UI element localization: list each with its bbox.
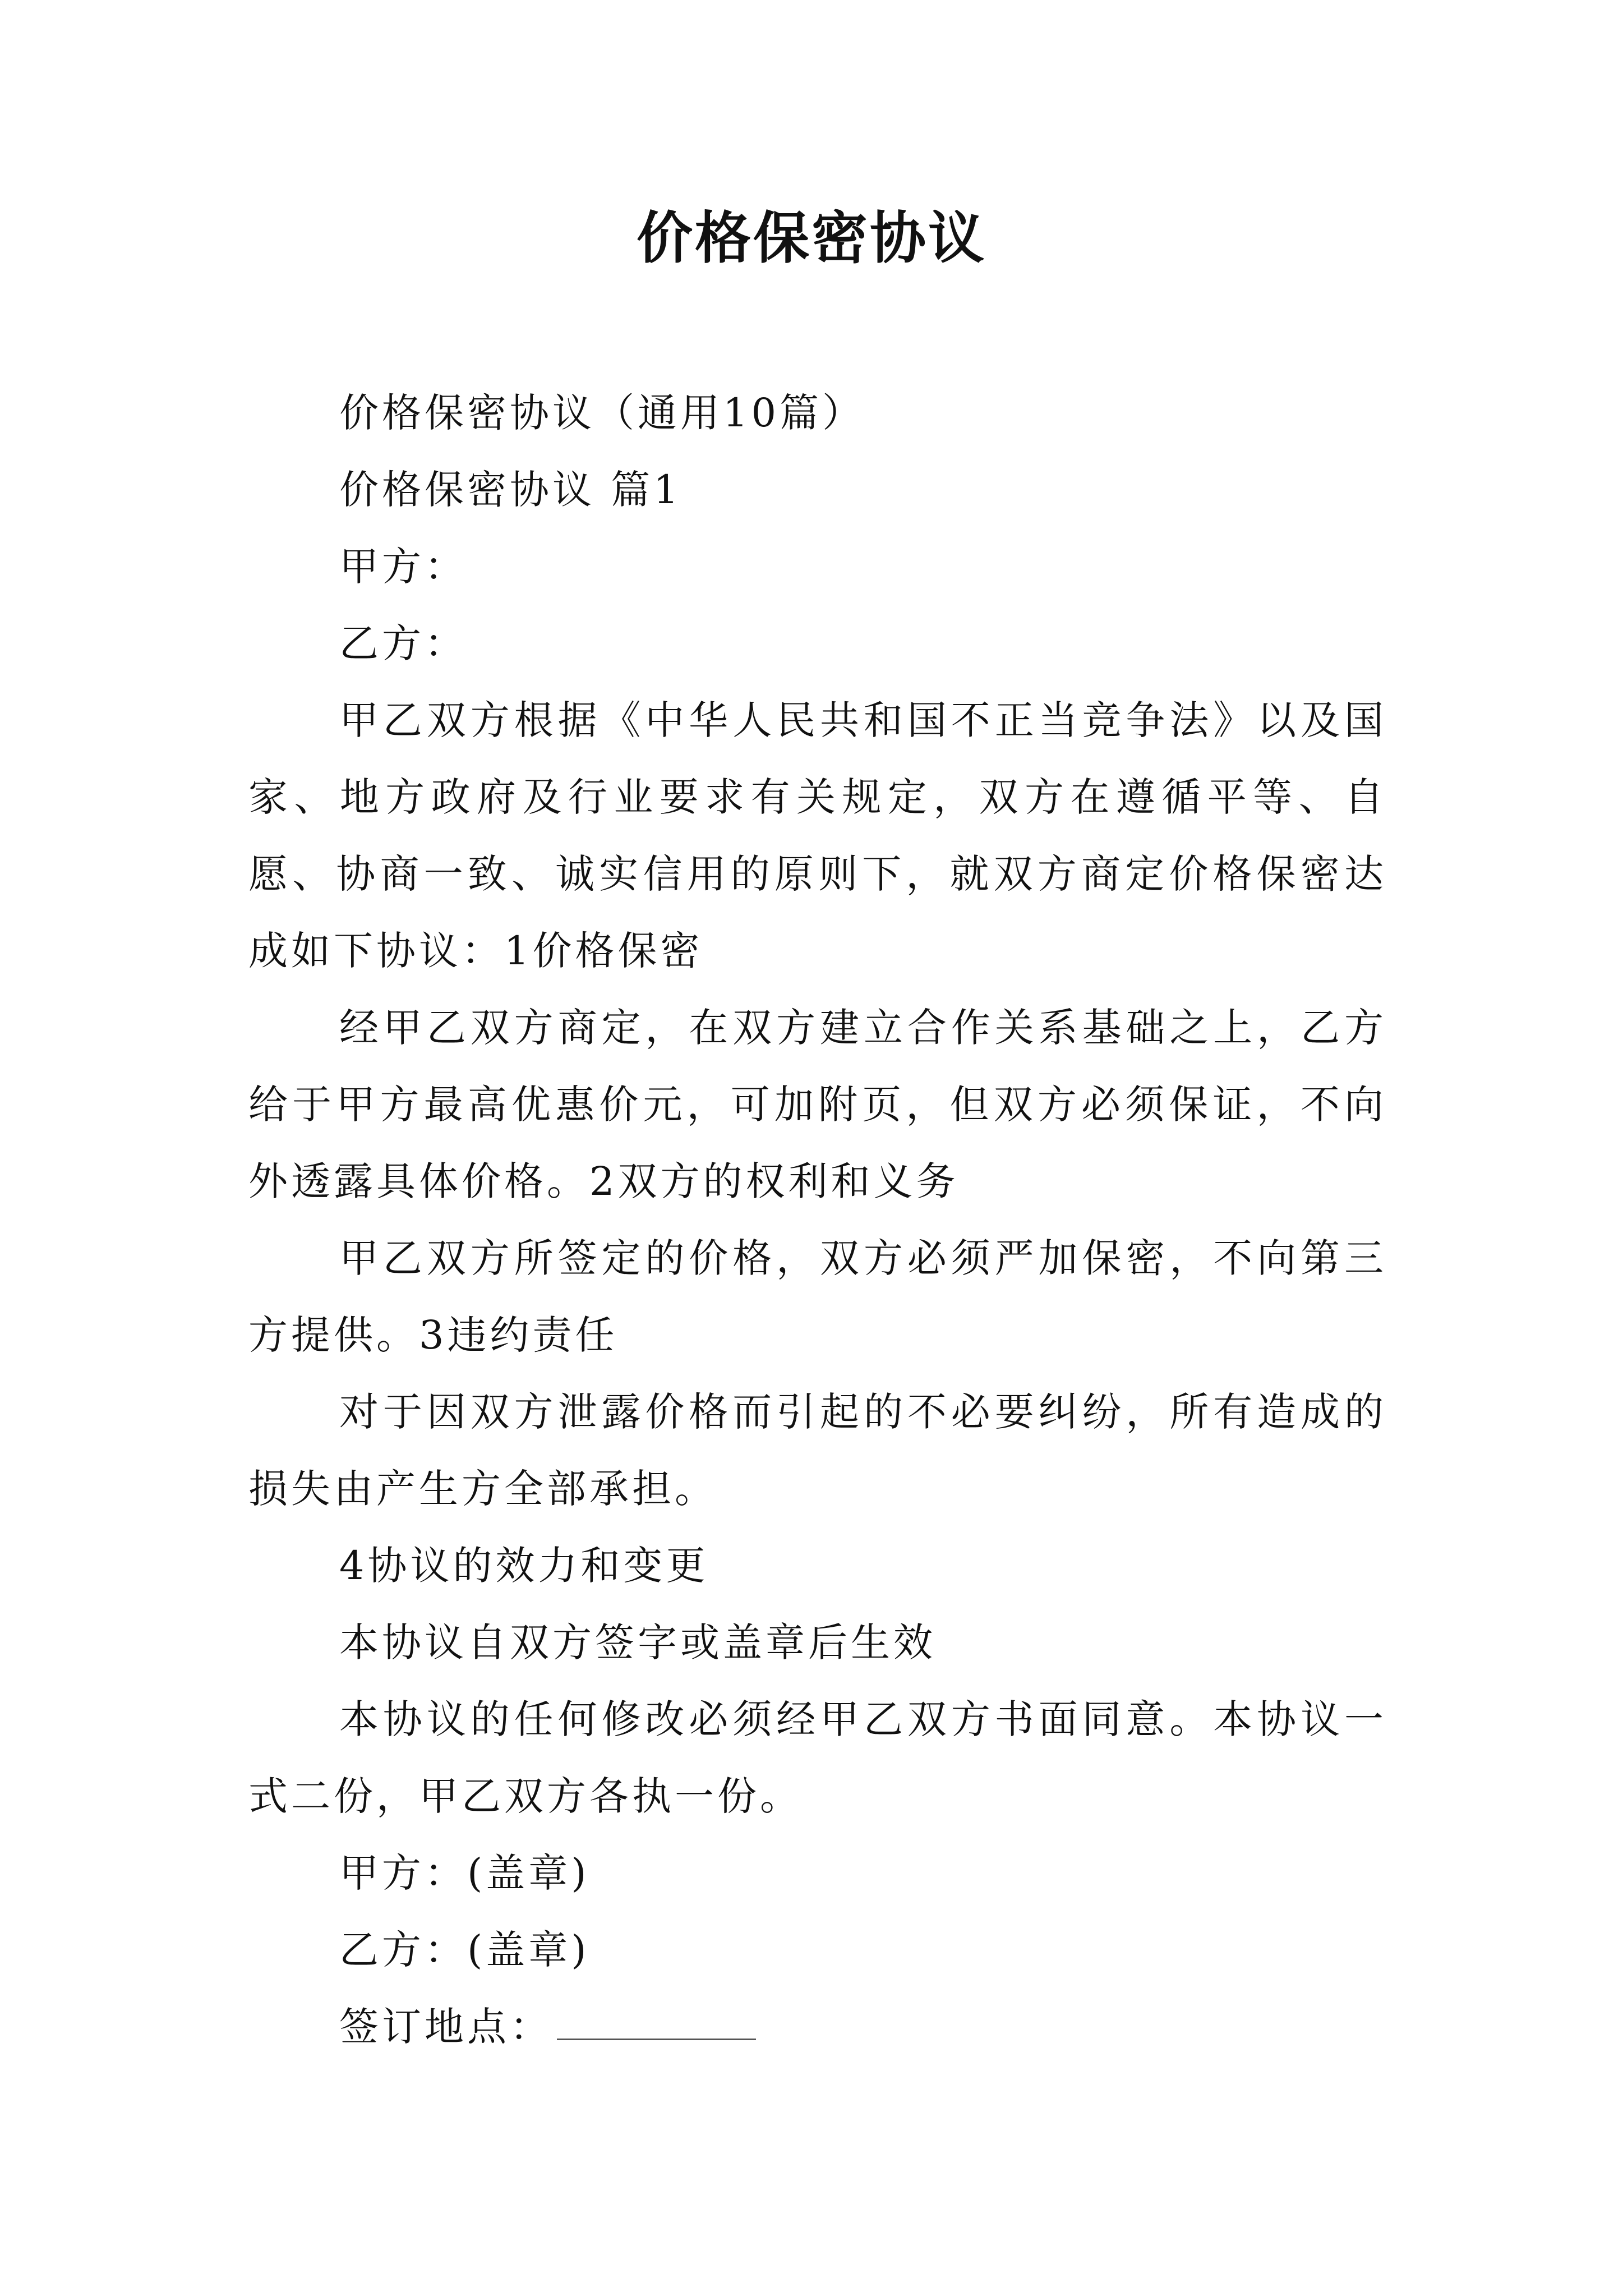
paragraph-amendment: 本协议的任何修改必须经甲乙双方书面同意。本协议一式二份，甲乙双方各执一份。 [248,1696,1387,1819]
sign-place-blank-line[interactable] [557,2005,756,2040]
paragraph-rights-obligations: 甲乙双方所签定的价格，双方必须严加保密，不向第三方提供。3违约责任 [248,1235,1387,1358]
paragraph-series-title: 价格保密协议（通用10篇） [339,390,865,436]
party-b-label: 乙方： [339,620,467,666]
document-body [248,375,1387,2065]
paragraph-validity-heading: 4协议的效力和变更 [339,1543,709,1589]
sign-place-label: 签订地点： [339,2004,552,2050]
document-title: 价格保密协议 [637,205,986,271]
paragraph-price-confidentiality: 经甲乙双方商定，在双方建立合作关系基础之上，乙方给于甲方最高优惠价元，可加附页，但双方必须保证，不向外透露具体价格。2双方的权利和义务 [248,1005,1387,1204]
party-b-seal: 乙方：(盖章) [339,1927,590,1973]
paragraph-preamble: 甲乙双方根据《中华人民共和国不正当竞争法》以及国家、地方政府及行业要求有关规定，双方在遵循平等、自愿、协商一致、诚实信用的原则下，就双方商定价格保密达成如下协议：1价格保密 [248,697,1387,974]
paragraph-effective: 本协议自双方签字或盖章后生效 [339,1619,936,1665]
paragraph-liability: 对于因双方泄露价格而引起的不必要纠纷，所有造成的损失由产生方全部承担。 [248,1389,1387,1512]
sign-place-row [248,1989,1387,2065]
party-a-label: 甲方： [339,544,467,590]
party-a-seal: 甲方：(盖章) [339,1850,590,1896]
paragraph-article-heading: 价格保密协议 篇1 [339,467,682,513]
